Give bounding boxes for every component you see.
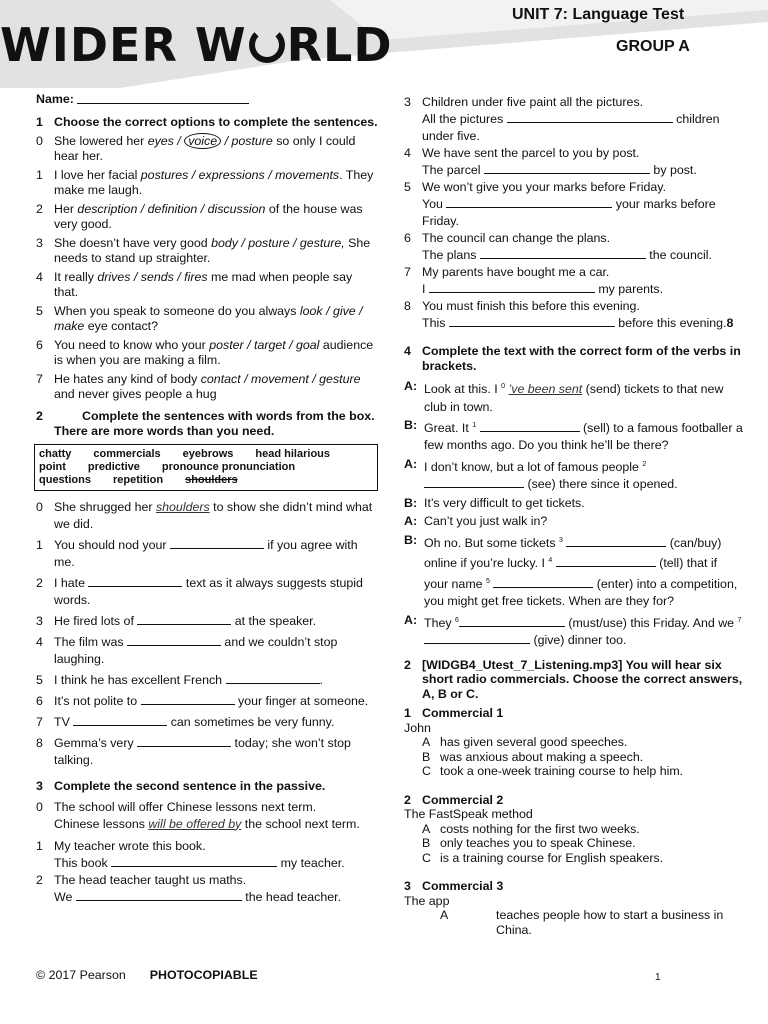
text-after: can sometimes be very funny. bbox=[167, 715, 335, 729]
item-text bbox=[54, 634, 378, 668]
ex1-item bbox=[36, 134, 378, 163]
item-number: 7 bbox=[404, 265, 411, 279]
speaker-label: A: bbox=[404, 456, 418, 471]
text-before: It’s not polite to bbox=[54, 694, 141, 708]
ex1-item bbox=[36, 168, 378, 197]
text-before: Gemma’s very bbox=[54, 736, 138, 750]
item-number: 5 bbox=[404, 180, 411, 194]
item-number: 2 bbox=[36, 202, 43, 216]
item-text bbox=[422, 145, 744, 179]
ex3-item bbox=[404, 94, 744, 145]
item-number: 2 bbox=[404, 792, 411, 807]
ex1-item bbox=[36, 202, 378, 231]
text-before: She shrugged her bbox=[54, 500, 156, 514]
commercial-subject: The FastSpeak method bbox=[404, 807, 533, 822]
speaker-label: B: bbox=[404, 532, 418, 547]
option-text: teaches people how to start a business in China. bbox=[496, 908, 724, 937]
option-text: was anxious about making a speech. bbox=[440, 749, 644, 764]
answer-blank[interactable] bbox=[446, 196, 612, 208]
page-number: 1 bbox=[655, 972, 661, 983]
speaker-label: A: bbox=[404, 612, 418, 627]
text-after: at the speaker. bbox=[231, 614, 317, 628]
item-number: 1 bbox=[36, 538, 43, 552]
item-number: 0 bbox=[36, 134, 43, 148]
dialogue-text: They $^6$ (must/use) this Friday. And we $^7$ (give) dinner too. bbox=[424, 615, 742, 648]
item-text bbox=[422, 298, 744, 332]
item-number: 3 bbox=[36, 614, 43, 628]
ex3-item bbox=[404, 298, 744, 332]
answer-blank[interactable] bbox=[73, 714, 167, 726]
commercial bbox=[404, 879, 744, 937]
box-word: head hilarious bbox=[255, 448, 330, 460]
source-sentence: Children under five paint all the pictures. bbox=[422, 95, 644, 109]
item-text: When you speak to someone do you always look / give / make eye contact? bbox=[54, 304, 363, 333]
ex2-list bbox=[36, 499, 378, 769]
text-after: my parents. bbox=[594, 282, 664, 296]
text-after: by post. bbox=[649, 163, 697, 177]
answer-blank[interactable] bbox=[480, 247, 646, 259]
commercial-subject: John bbox=[404, 720, 431, 735]
item-number: 0 bbox=[36, 500, 43, 514]
text-before: The parcel bbox=[422, 163, 484, 177]
text-before: We bbox=[54, 889, 76, 904]
item-text bbox=[54, 672, 378, 689]
item-text bbox=[54, 838, 378, 872]
dialogue-line bbox=[404, 495, 744, 512]
ex3-item bbox=[36, 872, 378, 906]
answer-blank[interactable] bbox=[226, 672, 320, 684]
dialogue-text: It’s very difficult to get tickets. bbox=[424, 495, 585, 510]
item-text: He hates any kind of body contact / movement / gesture and never gives people a hug bbox=[54, 372, 361, 401]
ex3-item bbox=[404, 230, 744, 264]
source-sentence: You must finish this before this evening. bbox=[422, 299, 640, 313]
dialogue-text: I don’t know, but a lot of famous people $^2$ (see) there since it opened. bbox=[424, 460, 678, 492]
option-letter: B bbox=[422, 836, 431, 851]
item-number: 6 bbox=[36, 694, 43, 708]
item-number: 2 bbox=[36, 872, 43, 887]
name-row: Name: bbox=[36, 92, 378, 107]
item-text: She lowered her eyes / voice / posture so only I could hear her. bbox=[54, 134, 356, 163]
item-number: 7 bbox=[36, 372, 43, 386]
item-text bbox=[54, 499, 378, 533]
ex1-item bbox=[36, 236, 378, 265]
ex1-title: 1 Choose the correct options to complete the sentences. bbox=[36, 114, 378, 129]
ex3-item bbox=[36, 838, 378, 872]
ex3-title: 3 Complete the second sentence in the passive. bbox=[36, 779, 326, 793]
answer-option[interactable] bbox=[422, 750, 744, 765]
box-word: shoulders bbox=[185, 474, 238, 486]
speaker-label: A: bbox=[404, 379, 418, 393]
answer-option[interactable] bbox=[422, 822, 744, 837]
text-before: The plans bbox=[422, 248, 480, 262]
ex2-item bbox=[36, 634, 378, 668]
item-text bbox=[422, 264, 744, 298]
ex3-item bbox=[404, 264, 744, 298]
box-word: questions bbox=[39, 474, 91, 486]
ex3-item bbox=[404, 145, 744, 179]
item-text bbox=[54, 575, 378, 609]
ex2-title: 2 Complete the sentences with words from the box. There are more words than you need. bbox=[36, 409, 375, 438]
item-number: 1 bbox=[36, 168, 43, 182]
commercial bbox=[404, 793, 744, 866]
item-text: It really drives / sends / fires me mad when people say that. bbox=[54, 270, 353, 299]
option-letter: A bbox=[422, 821, 431, 836]
source-sentence: We have sent the parcel to you by post. bbox=[422, 146, 640, 160]
ex4-dialogue bbox=[404, 378, 744, 650]
dialogue-line bbox=[404, 378, 744, 416]
text-after: today; she won’t stop talking. bbox=[54, 736, 351, 767]
answer-blank[interactable] bbox=[507, 111, 673, 123]
group-label: GROUP A bbox=[616, 38, 690, 55]
speaker-label: B: bbox=[404, 417, 418, 432]
option-text: is a training course for English speakers. bbox=[440, 850, 664, 865]
dialogue-line bbox=[404, 513, 744, 530]
item-text: Her description / definition / discussion of the house was very good. bbox=[54, 202, 363, 231]
text-after: children under five. bbox=[422, 112, 720, 143]
item-text bbox=[422, 94, 744, 145]
brand-logo: WIDER W RLD bbox=[0, 18, 393, 72]
text-after: . bbox=[319, 673, 323, 687]
text-before: I think he has excellent French bbox=[54, 673, 226, 687]
text-before: You bbox=[422, 197, 447, 211]
text-after: text as it always suggests stupid words. bbox=[54, 576, 363, 607]
ex2-item bbox=[36, 575, 378, 609]
item-number: 3 bbox=[404, 879, 411, 894]
text-after: to show she didn’t mind what we did. bbox=[54, 500, 373, 531]
answer-blank[interactable] bbox=[449, 315, 615, 327]
answer-blank[interactable] bbox=[141, 693, 235, 705]
answer-blank[interactable] bbox=[137, 735, 231, 747]
box-word: eyebrows bbox=[182, 448, 234, 460]
text-after: my teacher. bbox=[277, 855, 345, 870]
item-number: 8 bbox=[36, 736, 43, 750]
answer-blank[interactable] bbox=[76, 889, 242, 901]
right-column bbox=[404, 94, 744, 951]
commercial-label bbox=[404, 879, 744, 894]
item-number: 4 bbox=[36, 270, 43, 284]
score: 8 bbox=[726, 316, 734, 330]
text-after: your marks before Friday. bbox=[422, 197, 716, 228]
dialogue-text: Can’t you just walk in? bbox=[424, 514, 548, 529]
answer-option[interactable] bbox=[422, 764, 744, 779]
answer-option[interactable] bbox=[422, 908, 744, 937]
box-word: chatty bbox=[39, 448, 72, 460]
item-number: 5 bbox=[36, 304, 43, 318]
item-number: 8 bbox=[404, 299, 411, 313]
dialogue-text: Oh no. But some tickets $^3$ (can/buy) online if you’re lucky. I $^4$ (tell) that if your name $^5$ (enter) into a competition, you might get free tickets. When are they for? bbox=[424, 535, 738, 609]
commercial-label bbox=[404, 793, 744, 808]
speaker-label: B: bbox=[404, 495, 418, 510]
item-text: I love her facial postures / expressions / movements. They make me laugh. bbox=[54, 168, 374, 197]
footer: © 2017 Pearson PHOTOCOPIABLE bbox=[36, 968, 258, 982]
item-text bbox=[54, 537, 378, 571]
ex3-list-right bbox=[404, 94, 744, 332]
ex2-item bbox=[36, 537, 378, 571]
box-word: pronounce pronunciation bbox=[161, 461, 296, 473]
label-text: Commercial 2 bbox=[422, 792, 504, 807]
option-text: has given several good speeches. bbox=[440, 735, 628, 750]
commercial-subject: The app bbox=[404, 893, 450, 908]
source-sentence: My parents have bought me a car. bbox=[422, 265, 610, 279]
ex2-item bbox=[36, 693, 378, 710]
item-text bbox=[54, 872, 378, 906]
answer-blank[interactable] bbox=[88, 575, 182, 587]
answer-blank[interactable] bbox=[111, 855, 277, 867]
answer-blank[interactable] bbox=[137, 613, 231, 625]
dialogue-line bbox=[404, 532, 744, 611]
dialogue-line bbox=[404, 612, 744, 650]
ex3-item bbox=[404, 179, 744, 230]
dialogue-line bbox=[404, 456, 744, 494]
ex3-list-left bbox=[36, 838, 378, 906]
name-field[interactable] bbox=[77, 92, 249, 104]
ex1-item bbox=[36, 270, 378, 299]
example-answer: shoulders bbox=[155, 500, 210, 514]
box-word: point bbox=[39, 461, 66, 473]
item-number: 3 bbox=[36, 236, 43, 250]
text-before: I hate bbox=[54, 576, 89, 590]
item-number: 7 bbox=[36, 715, 43, 729]
ex2-item bbox=[36, 613, 378, 630]
item-text bbox=[54, 735, 378, 769]
ex1-item bbox=[36, 304, 378, 333]
item-number: 5 bbox=[36, 673, 43, 687]
item-number: 3 bbox=[404, 95, 411, 109]
source-sentence: The council can change the plans. bbox=[422, 231, 611, 245]
left-column bbox=[36, 92, 378, 906]
commercial bbox=[404, 706, 744, 779]
text-after: and we couldn’t stop laughing. bbox=[54, 635, 338, 666]
item-text bbox=[54, 693, 378, 710]
item-number: 2 bbox=[36, 576, 43, 590]
ex1-item bbox=[36, 338, 378, 367]
box-word: repetition bbox=[112, 474, 164, 486]
box-word: commercials bbox=[93, 448, 161, 460]
text-before: All the pictures bbox=[422, 112, 507, 126]
box-word: predictive bbox=[87, 461, 140, 473]
ex2-item bbox=[36, 714, 378, 731]
option-text: took a one-week training course to help him. bbox=[440, 764, 684, 779]
ex3-item-0: 0 The school will offer Chinese lessons next term. Chinese lessons will be offered by the school next term. bbox=[36, 799, 360, 831]
speaker-label: A: bbox=[404, 514, 418, 529]
text-before: The film was bbox=[54, 635, 127, 649]
item-number: 1 bbox=[36, 838, 43, 853]
source-sentence: The head teacher taught us maths. bbox=[54, 872, 247, 887]
item-text bbox=[422, 179, 744, 230]
item-number: 4 bbox=[404, 146, 411, 160]
label-text: Commercial 3 bbox=[422, 879, 504, 894]
answer-blank[interactable] bbox=[170, 537, 264, 549]
item-number: 6 bbox=[404, 231, 411, 245]
answer-blank[interactable] bbox=[429, 281, 595, 293]
dialogue-text: Great. It $^1$ (sell) to a famous footballer a few months ago. Do you think he’ll be there? bbox=[424, 421, 743, 453]
text-before: This bbox=[422, 316, 449, 330]
option-letter: B bbox=[422, 749, 431, 764]
dialogue-text: Look at this. I $^0$ ’ve been sent (send) tickets to that new club in town. bbox=[424, 382, 724, 414]
text-after: your finger at someone. bbox=[234, 694, 369, 708]
unit-title: UNIT 7: Language Test bbox=[512, 6, 685, 23]
ex2-item bbox=[36, 672, 378, 689]
option-letter: A bbox=[422, 735, 431, 750]
option-letter: A bbox=[440, 908, 449, 923]
ex4-title: 4 Complete the text with the correct form of the verbs in brackets. bbox=[404, 344, 741, 373]
option-letter: C bbox=[422, 764, 431, 779]
dialogue-line bbox=[404, 417, 744, 455]
ex2-item bbox=[36, 499, 378, 533]
ex5-commercials bbox=[404, 706, 744, 937]
text-after: if you agree with me. bbox=[54, 538, 358, 569]
item-text bbox=[54, 613, 378, 630]
text-before: I bbox=[422, 282, 429, 296]
answer-option[interactable] bbox=[422, 735, 744, 750]
commercial-label bbox=[404, 706, 744, 721]
item-number: 1 bbox=[404, 706, 411, 721]
source-sentence: My teacher wrote this book. bbox=[54, 838, 206, 853]
label-text: Commercial 1 bbox=[422, 706, 504, 721]
ex2-item bbox=[36, 735, 378, 769]
item-number: 4 bbox=[36, 635, 43, 649]
text-before: He fired lots of bbox=[54, 614, 138, 628]
text-after: the council. bbox=[645, 248, 712, 262]
text-before: You should nod your bbox=[54, 538, 170, 552]
option-text: costs nothing for the first two weeks. bbox=[440, 821, 640, 836]
ex1-item bbox=[36, 372, 378, 401]
text-before: This book bbox=[54, 855, 112, 870]
item-text bbox=[54, 714, 378, 731]
item-text: You need to know who your poster / target / goal audience is when you are making a film. bbox=[54, 338, 374, 367]
item-number: 6 bbox=[36, 338, 43, 352]
text-after: before this evening. bbox=[614, 316, 727, 330]
option-text: only teaches you to speak Chinese. bbox=[440, 836, 636, 851]
ex5-title: 2 [WIDGB4_Utest_7_Listening.mp3] You will hear six short radio commercials. Choose the correct answers, A, B or C. bbox=[404, 657, 743, 701]
word-box bbox=[34, 444, 378, 491]
answer-blank[interactable] bbox=[127, 634, 221, 646]
item-text bbox=[422, 230, 744, 264]
answer-blank[interactable] bbox=[484, 162, 650, 174]
option-letter: C bbox=[422, 850, 431, 865]
answer-option[interactable] bbox=[422, 836, 744, 851]
item-text: She doesn’t have very good body / posture / gesture, She needs to stand up straighter. bbox=[54, 236, 371, 265]
text-after: the head teacher. bbox=[241, 889, 342, 904]
text-before: TV bbox=[54, 715, 74, 729]
ex1-list bbox=[36, 134, 378, 401]
answer-option[interactable] bbox=[422, 851, 744, 866]
source-sentence: We won’t give you your marks before Friday. bbox=[422, 180, 667, 194]
